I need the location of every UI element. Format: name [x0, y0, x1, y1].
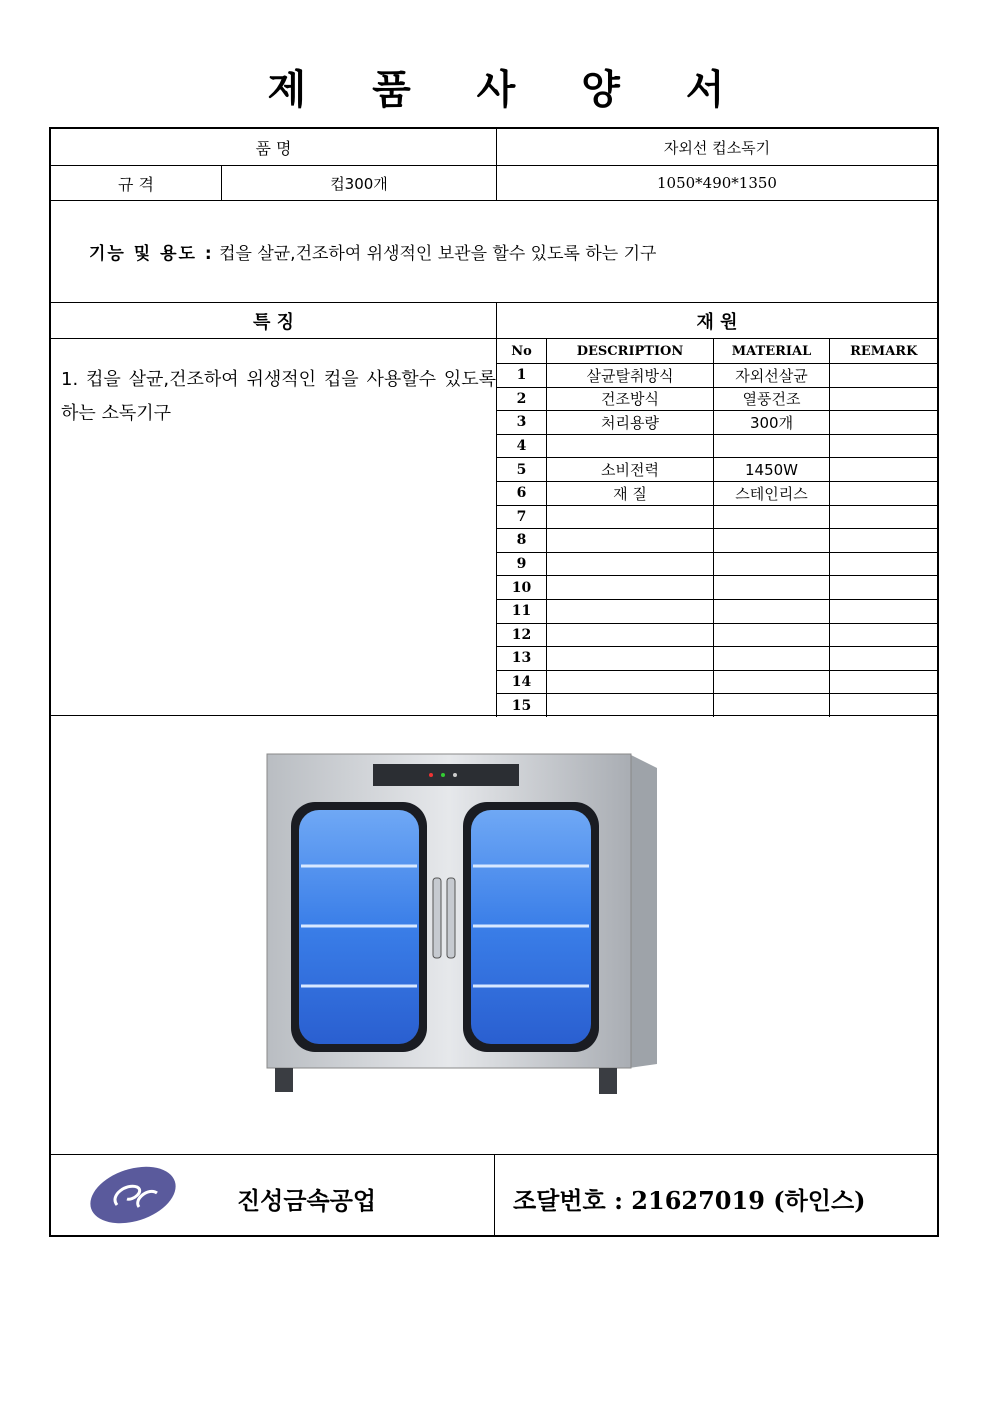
cell-description: 재 질 [547, 481, 714, 505]
cell-no: 2 [497, 387, 547, 411]
cell-description [547, 599, 714, 623]
table-row [497, 576, 938, 600]
table-row [497, 458, 938, 482]
cell-no: 4 [497, 434, 547, 458]
cell-description [547, 434, 714, 458]
product-name-value: 자외선 컵소독기 [663, 138, 771, 157]
cell-remark [830, 434, 938, 458]
features-cell [51, 339, 497, 715]
cell-description [547, 576, 714, 600]
cell-material [714, 599, 830, 623]
cell-material: 열풍건조 [714, 387, 830, 411]
specs-header: 재 원 [696, 311, 738, 333]
cell-no: 12 [497, 623, 547, 647]
table-row [497, 505, 938, 529]
cell-remark [830, 364, 938, 388]
cell-no: 10 [497, 576, 547, 600]
function-description: 컵을 살균,건조하여 위생적인 보관을 할수 있도록 하는 기구 [219, 244, 657, 264]
cell-material [714, 529, 830, 553]
cell-material [714, 694, 830, 717]
cell-remark [830, 599, 938, 623]
page-title: 제 품 사 양 서 [267, 66, 751, 113]
cell-remark [830, 529, 938, 553]
cell-no: 11 [497, 599, 547, 623]
table-row [497, 481, 938, 505]
cell-remark [830, 481, 938, 505]
company-logo [87, 1165, 179, 1225]
cell-description: 소비전력 [547, 458, 714, 482]
cell-material [714, 552, 830, 576]
cell-remark [830, 670, 938, 694]
cell-material [714, 647, 830, 671]
table-row [497, 694, 938, 717]
cell-no: 14 [497, 670, 547, 694]
company-name: 진성금속공업 [237, 1187, 377, 1215]
table-row [497, 623, 938, 647]
product-name-row [51, 129, 937, 166]
cell-remark [830, 623, 938, 647]
cell-description [547, 647, 714, 671]
cell-remark [830, 694, 938, 717]
cell-no: 6 [497, 481, 547, 505]
spec-sheet [49, 127, 939, 1237]
cell-description [547, 505, 714, 529]
cell-remark [830, 387, 938, 411]
cell-no: 1 [497, 364, 547, 388]
col-no: No [497, 339, 547, 364]
cell-description: 건조방식 [547, 387, 714, 411]
cell-material [714, 576, 830, 600]
cell-remark [830, 552, 938, 576]
cell-material [714, 623, 830, 647]
cell-remark [830, 576, 938, 600]
door-handle [433, 878, 441, 958]
col-description: DESCRIPTION [547, 339, 714, 364]
cell-no: 15 [497, 694, 547, 717]
table-row [497, 552, 938, 576]
col-remark: REMARK [830, 339, 938, 364]
spec-row [51, 166, 937, 201]
table-row [497, 411, 938, 435]
section-header-row [51, 303, 937, 339]
specs-table-header [497, 339, 938, 364]
cell-description [547, 552, 714, 576]
cell-no: 5 [497, 458, 547, 482]
cell-material [714, 505, 830, 529]
cell-no: 13 [497, 647, 547, 671]
footer-row [51, 1155, 937, 1235]
product-name-label: 품 명 [51, 129, 497, 165]
cell-description [547, 529, 714, 553]
table-row [497, 599, 938, 623]
spec-capacity: 컵300개 [222, 166, 497, 200]
function-row [51, 201, 937, 303]
cell-remark [830, 411, 938, 435]
features-text: 1. 컵을 살균,건조하여 위생적인 컵을 사용할수 있도록 하는 소독기구 [61, 369, 496, 424]
cell-no: 7 [497, 505, 547, 529]
cell-material: 300개 [714, 411, 830, 435]
cell-remark [830, 458, 938, 482]
table-row [497, 364, 938, 388]
footer-company-cell [51, 1155, 495, 1235]
cell-no: 9 [497, 552, 547, 576]
cell-material: 1450W [714, 458, 830, 482]
cell-material: 자외선살균 [714, 364, 830, 388]
col-material: MATERIAL [714, 339, 830, 364]
function-text [89, 239, 656, 264]
function-label: 기능 및 용도 : [89, 244, 214, 264]
cell-material [714, 670, 830, 694]
table-row [497, 647, 938, 671]
cell-description [547, 623, 714, 647]
cell-no: 3 [497, 411, 547, 435]
product-image-row [51, 716, 937, 1155]
cell-description [547, 670, 714, 694]
cell-material: 스테인리스 [714, 481, 830, 505]
spec-label: 규 격 [51, 166, 222, 200]
cell-no: 8 [497, 529, 547, 553]
features-header: 특 징 [51, 303, 497, 338]
specs-table [496, 339, 938, 717]
cell-description [547, 694, 714, 717]
table-row [497, 529, 938, 553]
cell-remark [830, 505, 938, 529]
spec-dimensions: 1050*490*1350 [657, 174, 777, 192]
cell-description: 살균탈취방식 [547, 364, 714, 388]
product-image [261, 746, 661, 1106]
table-row [497, 670, 938, 694]
cell-material [714, 434, 830, 458]
procurement-number: 조달번호 : 21627019 (하인스) [513, 1186, 866, 1215]
cell-description: 처리용량 [547, 411, 714, 435]
table-row [497, 387, 938, 411]
table-row [497, 434, 938, 458]
features-specs-row [51, 339, 937, 716]
control-panel [373, 764, 519, 786]
cell-remark [830, 647, 938, 671]
